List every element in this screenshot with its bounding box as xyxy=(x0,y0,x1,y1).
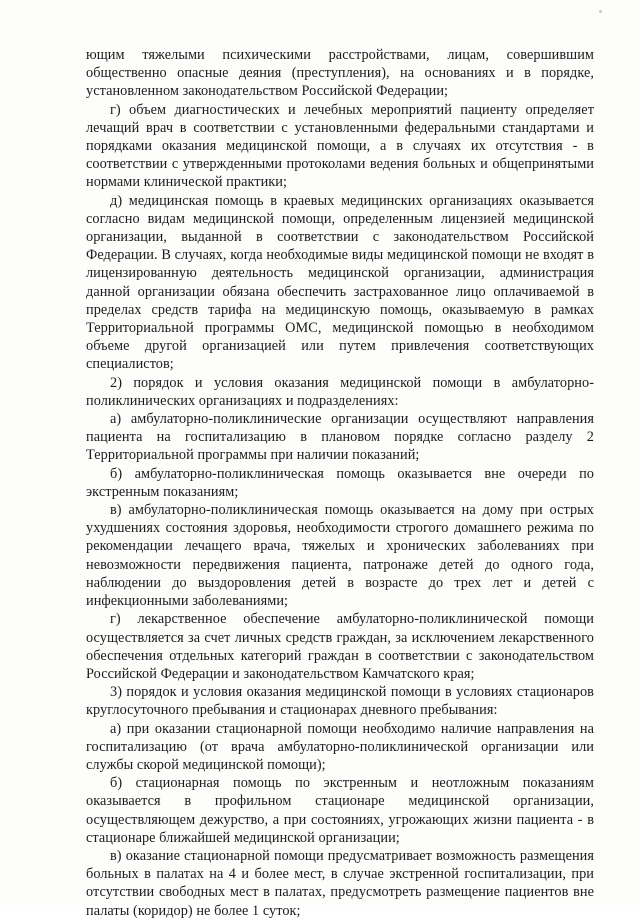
paragraph: б) стационарная помощь по экстренным и неотложным показаниям оказывается в профильном стационаре медицинской организации, осуществляющем дежурство, а при состояниях, угрожающих жизни пациента - в стационаре ближайшей медицинской организации; xyxy=(86,775,594,846)
paragraph: д) медицинская помощь в краевых медицинских организациях оказывается согласно видам медицинской помощи, определенным лицензией медицинской организации, выданной в соответствии с законодательством Российской Федерации. В случаях, когда необходимые виды медицинской помощи не входят в лицензированную деятельность медицинской организации, администрация данной организации обязана обеспечить застрахованное лицо оплачиваемой в пределах средств тарифа на медицинскую помощь, оказываемую в рамках Территориальной программы ОМС, медицинской помощью в необходимом объеме другой организацией или путем привлечения соответствующих специалистов; xyxy=(86,192,594,373)
paragraph: а) амбулаторно-поликлинические организации осуществляют направления пациента на госпитализацию в плановом порядке согласно разделу 2 Территориальной программы при наличии показаний; xyxy=(86,411,594,464)
paragraph: а) при оказании стационарной помощи необходимо наличие направления на госпитализацию (от врача амбулаторно-поликлинической организации или службы скорой медицинской помощи); xyxy=(86,720,594,773)
paragraph: б) амбулаторно-поликлиническая помощь оказывается вне очереди по экстренным показаниям; xyxy=(86,465,594,500)
paragraph: г) объем диагностических и лечебных мероприятий пациенту определяет лечащий врач в соответствии с установленными федеральными стандартами и порядками оказания медицинской помощи, а в случаях их отсутствия - в соответствии с утвержденными протоколами ведения больных и общепринятыми нормами клинической практики; xyxy=(86,101,594,191)
paragraph: в) амбулаторно-поликлиническая помощь оказывается на дому при острых ухудшениях состояния здоровья, необходимости строгого домашнего режима по рекомендации лечащего врача, тяжелых и хронических заболеваниях при невозможности передвижения пациента, патронаже детей до одного года, наблюдении до выздоровления детей в возрасте до трех лет и детей с инфекционными заболеваниями; xyxy=(86,502,594,610)
scan-speck xyxy=(599,10,602,13)
document-body xyxy=(86,46,594,920)
paragraph: г) лекарственное обеспечение амбулаторно-поликлинической помощи осуществляется за счет личных средств граждан, за исключением лекарственного обеспечения отдельных категорий граждан в соответствии с законодательством Российской Федерации и законодательством Камчатского края; xyxy=(86,611,594,682)
paragraph: ющим тяжелыми психическими расстройствами, лицам, совершившим общественно опасные деяния (преступления), на основаниях и в порядке, установленном законодательством Российской Федерации; xyxy=(86,47,594,100)
paragraph: 3) порядок и условия оказания медицинской помощи в условиях стационаров круглосуточного пребывания и стационарах дневного пребывания: xyxy=(86,684,594,719)
paragraph: 2) порядок и условия оказания медицинской помощи в амбулаторно-поликлинических организациях и подразделениях: xyxy=(86,374,594,409)
paragraph: в) оказание стационарной помощи предусматривает возможность размещения больных в палатах на 4 и более мест, в случае экстренной госпитализации, при отсутствии свободных мест в палатах, предусмотреть размещение пациентов вне палаты (коридор) не более 1 суток; xyxy=(86,847,594,919)
